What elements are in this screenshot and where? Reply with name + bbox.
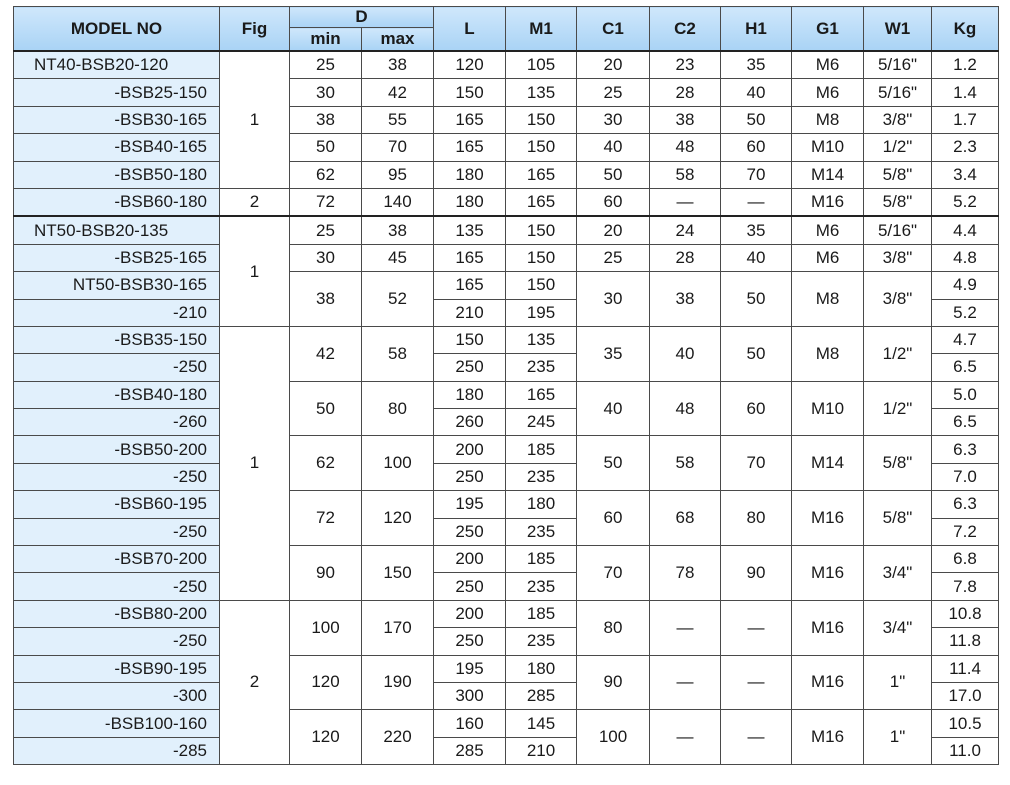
kg-cell: 6.5	[932, 354, 999, 381]
w1-cell: 1"	[864, 655, 932, 710]
header-row	[14, 7, 999, 28]
model-no-cell: -BSB70-200	[14, 546, 220, 573]
l-cell: 250	[434, 628, 506, 655]
w1-cell: 3/8"	[864, 244, 932, 271]
c2-cell: 28	[650, 244, 721, 271]
table-row	[14, 600, 999, 627]
d-max-cell: 38	[362, 51, 434, 79]
c1-cell: 60	[577, 188, 650, 216]
l-cell: 250	[434, 463, 506, 490]
model-no-cell: -BSB60-195	[14, 491, 220, 518]
model-no-cell: -BSB100-160	[14, 710, 220, 737]
w1-cell: 5/8"	[864, 161, 932, 188]
kg-cell: 1.2	[932, 51, 999, 79]
d-max-cell: 52	[362, 272, 434, 327]
m1-cell: 195	[506, 299, 577, 326]
m1-cell: 185	[506, 546, 577, 573]
l-cell: 200	[434, 436, 506, 463]
g1-cell: M16	[792, 655, 864, 710]
model-no-cell: -250	[14, 628, 220, 655]
m1-cell: 180	[506, 491, 577, 518]
m1-cell: 135	[506, 79, 577, 106]
model-no-cell: -BSB25-150	[14, 79, 220, 106]
l-cell: 195	[434, 491, 506, 518]
c1-cell: 60	[577, 491, 650, 546]
h1-cell: 90	[721, 546, 792, 601]
m1-cell: 185	[506, 436, 577, 463]
c2-cell: 78	[650, 546, 721, 601]
d-max-cell: 80	[362, 381, 434, 436]
m1-cell: 235	[506, 628, 577, 655]
d-min-cell: 30	[290, 244, 362, 271]
h1-cell: 40	[721, 79, 792, 106]
c2-cell: —	[650, 600, 721, 655]
kg-cell: 1.7	[932, 106, 999, 133]
m1-cell: 235	[506, 518, 577, 545]
table-row	[14, 161, 999, 188]
w1-cell: 1/2"	[864, 326, 932, 381]
d-min-cell: 62	[290, 161, 362, 188]
w1-cell: 3/8"	[864, 272, 932, 327]
h1-cell: 80	[721, 491, 792, 546]
c1-cell: 25	[577, 79, 650, 106]
d-min-cell: 72	[290, 188, 362, 216]
w1-cell: 5/8"	[864, 188, 932, 216]
g1-cell: M8	[792, 326, 864, 381]
kg-cell: 2.3	[932, 134, 999, 161]
d-min-cell: 42	[290, 326, 362, 381]
table-row	[14, 216, 999, 244]
table-row	[14, 272, 999, 299]
m1-cell: 145	[506, 710, 577, 737]
h1-cell: 40	[721, 244, 792, 271]
table-row	[14, 381, 999, 408]
d-min-cell: 38	[290, 272, 362, 327]
model-no-cell: -250	[14, 518, 220, 545]
h1-cell: —	[721, 710, 792, 765]
model-no-cell: -BSB50-200	[14, 436, 220, 463]
fig-cell: 1	[220, 51, 290, 188]
g1-cell: M6	[792, 79, 864, 106]
kg-cell: 4.9	[932, 272, 999, 299]
c1-cell: 70	[577, 546, 650, 601]
c2-cell: 40	[650, 326, 721, 381]
c1-cell: 100	[577, 710, 650, 765]
header-model-no: MODEL NO	[14, 7, 220, 52]
table-row	[14, 244, 999, 271]
g1-cell: M16	[792, 710, 864, 765]
m1-cell: 285	[506, 682, 577, 709]
g1-cell: M8	[792, 106, 864, 133]
header-m1: M1	[506, 7, 577, 52]
header-d-min: min	[290, 28, 362, 52]
kg-cell: 7.0	[932, 463, 999, 490]
table-row	[14, 710, 999, 737]
c2-cell: 58	[650, 436, 721, 491]
h1-cell: 60	[721, 381, 792, 436]
c2-cell: 24	[650, 216, 721, 244]
kg-cell: 4.8	[932, 244, 999, 271]
h1-cell: 35	[721, 216, 792, 244]
m1-cell: 245	[506, 409, 577, 436]
c2-cell: 38	[650, 272, 721, 327]
kg-cell: 11.0	[932, 737, 999, 764]
l-cell: 250	[434, 518, 506, 545]
w1-cell: 1/2"	[864, 381, 932, 436]
l-cell: 210	[434, 299, 506, 326]
model-no-cell: -BSB60-180	[14, 188, 220, 216]
m1-cell: 150	[506, 272, 577, 299]
h1-cell: 60	[721, 134, 792, 161]
header-h1: H1	[721, 7, 792, 52]
l-cell: 195	[434, 655, 506, 682]
header-c2: C2	[650, 7, 721, 52]
c1-cell: 25	[577, 244, 650, 271]
d-min-cell: 100	[290, 600, 362, 655]
c2-cell: 68	[650, 491, 721, 546]
m1-cell: 165	[506, 161, 577, 188]
c1-cell: 30	[577, 272, 650, 327]
header-d: D	[290, 7, 434, 28]
header-l: L	[434, 7, 506, 52]
d-min-cell: 62	[290, 436, 362, 491]
h1-cell: 70	[721, 436, 792, 491]
model-no-cell: -300	[14, 682, 220, 709]
c1-cell: 20	[577, 51, 650, 79]
d-min-cell: 38	[290, 106, 362, 133]
h1-cell: —	[721, 600, 792, 655]
m1-cell: 235	[506, 354, 577, 381]
d-max-cell: 45	[362, 244, 434, 271]
l-cell: 135	[434, 216, 506, 244]
d-max-cell: 140	[362, 188, 434, 216]
kg-cell: 11.8	[932, 628, 999, 655]
l-cell: 165	[434, 272, 506, 299]
w1-cell: 1"	[864, 710, 932, 765]
h1-cell: —	[721, 188, 792, 216]
table-row	[14, 134, 999, 161]
kg-cell: 5.0	[932, 381, 999, 408]
kg-cell: 5.2	[932, 188, 999, 216]
g1-cell: M14	[792, 436, 864, 491]
g1-cell: M16	[792, 546, 864, 601]
d-min-cell: 72	[290, 491, 362, 546]
d-max-cell: 150	[362, 546, 434, 601]
kg-cell: 3.4	[932, 161, 999, 188]
m1-cell: 185	[506, 600, 577, 627]
c1-cell: 50	[577, 436, 650, 491]
d-max-cell: 100	[362, 436, 434, 491]
kg-cell: 17.0	[932, 682, 999, 709]
header-c1: C1	[577, 7, 650, 52]
c2-cell: 28	[650, 79, 721, 106]
l-cell: 300	[434, 682, 506, 709]
d-max-cell: 58	[362, 326, 434, 381]
m1-cell: 180	[506, 655, 577, 682]
l-cell: 285	[434, 737, 506, 764]
w1-cell: 5/8"	[864, 491, 932, 546]
model-no-cell: -210	[14, 299, 220, 326]
g1-cell: M6	[792, 244, 864, 271]
kg-cell: 7.2	[932, 518, 999, 545]
c2-cell: 23	[650, 51, 721, 79]
kg-cell: 10.5	[932, 710, 999, 737]
model-no-cell: -BSB35-150	[14, 326, 220, 353]
c1-cell: 50	[577, 161, 650, 188]
d-max-cell: 95	[362, 161, 434, 188]
c2-cell: —	[650, 655, 721, 710]
c1-cell: 20	[577, 216, 650, 244]
d-min-cell: 25	[290, 51, 362, 79]
w1-cell: 5/16"	[864, 51, 932, 79]
kg-cell: 10.8	[932, 600, 999, 627]
l-cell: 200	[434, 600, 506, 627]
l-cell: 180	[434, 188, 506, 216]
g1-cell: M16	[792, 600, 864, 655]
m1-cell: 150	[506, 244, 577, 271]
d-max-cell: 70	[362, 134, 434, 161]
d-max-cell: 120	[362, 491, 434, 546]
table-row	[14, 655, 999, 682]
d-max-cell: 38	[362, 216, 434, 244]
kg-cell: 6.5	[932, 409, 999, 436]
kg-cell: 11.4	[932, 655, 999, 682]
m1-cell: 150	[506, 134, 577, 161]
l-cell: 180	[434, 161, 506, 188]
kg-cell: 4.7	[932, 326, 999, 353]
l-cell: 165	[434, 134, 506, 161]
kg-cell: 7.8	[932, 573, 999, 600]
h1-cell: 35	[721, 51, 792, 79]
header-d-max: max	[362, 28, 434, 52]
table-row	[14, 188, 999, 216]
c2-cell: 58	[650, 161, 721, 188]
g1-cell: M6	[792, 216, 864, 244]
l-cell: 165	[434, 106, 506, 133]
kg-cell: 5.2	[932, 299, 999, 326]
d-min-cell: 50	[290, 134, 362, 161]
model-no-cell: NT50-BSB20-135	[14, 216, 220, 244]
c2-cell: 48	[650, 134, 721, 161]
table-row	[14, 326, 999, 353]
kg-cell: 6.3	[932, 436, 999, 463]
m1-cell: 235	[506, 573, 577, 600]
l-cell: 150	[434, 326, 506, 353]
g1-cell: M10	[792, 381, 864, 436]
kg-cell: 1.4	[932, 79, 999, 106]
header-w1: W1	[864, 7, 932, 52]
g1-cell: M8	[792, 272, 864, 327]
g1-cell: M14	[792, 161, 864, 188]
c1-cell: 80	[577, 600, 650, 655]
w1-cell: 3/4"	[864, 546, 932, 601]
d-max-cell: 42	[362, 79, 434, 106]
model-no-cell: NT50-BSB30-165	[14, 272, 220, 299]
model-no-cell: NT40-BSB20-120	[14, 51, 220, 79]
model-no-cell: -BSB25-165	[14, 244, 220, 271]
d-max-cell: 190	[362, 655, 434, 710]
header-kg: Kg	[932, 7, 999, 52]
h1-cell: 50	[721, 272, 792, 327]
table-row	[14, 51, 999, 79]
c2-cell: 48	[650, 381, 721, 436]
d-min-cell: 30	[290, 79, 362, 106]
d-min-cell: 90	[290, 546, 362, 601]
c1-cell: 90	[577, 655, 650, 710]
l-cell: 180	[434, 381, 506, 408]
model-no-cell: -250	[14, 463, 220, 490]
model-no-cell: -BSB40-180	[14, 381, 220, 408]
d-min-cell: 120	[290, 655, 362, 710]
header-fig: Fig	[220, 7, 290, 52]
g1-cell: M16	[792, 491, 864, 546]
c1-cell: 35	[577, 326, 650, 381]
table-row	[14, 491, 999, 518]
fig-cell: 1	[220, 326, 290, 600]
d-min-cell: 50	[290, 381, 362, 436]
fig-cell: 2	[220, 600, 290, 764]
w1-cell: 3/8"	[864, 106, 932, 133]
w1-cell: 5/8"	[864, 436, 932, 491]
c2-cell: —	[650, 710, 721, 765]
d-max-cell: 170	[362, 600, 434, 655]
w1-cell: 5/16"	[864, 79, 932, 106]
model-no-cell: -BSB40-165	[14, 134, 220, 161]
w1-cell: 3/4"	[864, 600, 932, 655]
kg-cell: 4.4	[932, 216, 999, 244]
m1-cell: 235	[506, 463, 577, 490]
fig-cell: 1	[220, 216, 290, 326]
w1-cell: 1/2"	[864, 134, 932, 161]
spec-table	[13, 6, 999, 765]
model-no-cell: -285	[14, 737, 220, 764]
table-row	[14, 106, 999, 133]
c1-cell: 40	[577, 134, 650, 161]
g1-cell: M16	[792, 188, 864, 216]
model-no-cell: -250	[14, 573, 220, 600]
model-no-cell: -BSB90-195	[14, 655, 220, 682]
model-no-cell: -BSB80-200	[14, 600, 220, 627]
g1-cell: M6	[792, 51, 864, 79]
h1-cell: 50	[721, 106, 792, 133]
d-max-cell: 55	[362, 106, 434, 133]
m1-cell: 210	[506, 737, 577, 764]
d-min-cell: 120	[290, 710, 362, 765]
l-cell: 120	[434, 51, 506, 79]
m1-cell: 105	[506, 51, 577, 79]
table-row	[14, 546, 999, 573]
d-min-cell: 25	[290, 216, 362, 244]
m1-cell: 150	[506, 216, 577, 244]
model-no-cell: -BSB30-165	[14, 106, 220, 133]
l-cell: 150	[434, 79, 506, 106]
w1-cell: 5/16"	[864, 216, 932, 244]
c1-cell: 30	[577, 106, 650, 133]
kg-cell: 6.3	[932, 491, 999, 518]
l-cell: 160	[434, 710, 506, 737]
model-no-cell: -BSB50-180	[14, 161, 220, 188]
m1-cell: 165	[506, 381, 577, 408]
g1-cell: M10	[792, 134, 864, 161]
c1-cell: 40	[577, 381, 650, 436]
model-no-cell: -250	[14, 354, 220, 381]
m1-cell: 150	[506, 106, 577, 133]
m1-cell: 135	[506, 326, 577, 353]
l-cell: 250	[434, 573, 506, 600]
c2-cell: 38	[650, 106, 721, 133]
d-max-cell: 220	[362, 710, 434, 765]
h1-cell: 50	[721, 326, 792, 381]
table-row	[14, 436, 999, 463]
model-no-cell: -260	[14, 409, 220, 436]
h1-cell: 70	[721, 161, 792, 188]
l-cell: 200	[434, 546, 506, 573]
h1-cell: —	[721, 655, 792, 710]
header-g1: G1	[792, 7, 864, 52]
fig-cell: 2	[220, 188, 290, 216]
table-row	[14, 79, 999, 106]
kg-cell: 6.8	[932, 546, 999, 573]
l-cell: 165	[434, 244, 506, 271]
m1-cell: 165	[506, 188, 577, 216]
l-cell: 250	[434, 354, 506, 381]
l-cell: 260	[434, 409, 506, 436]
c2-cell: —	[650, 188, 721, 216]
